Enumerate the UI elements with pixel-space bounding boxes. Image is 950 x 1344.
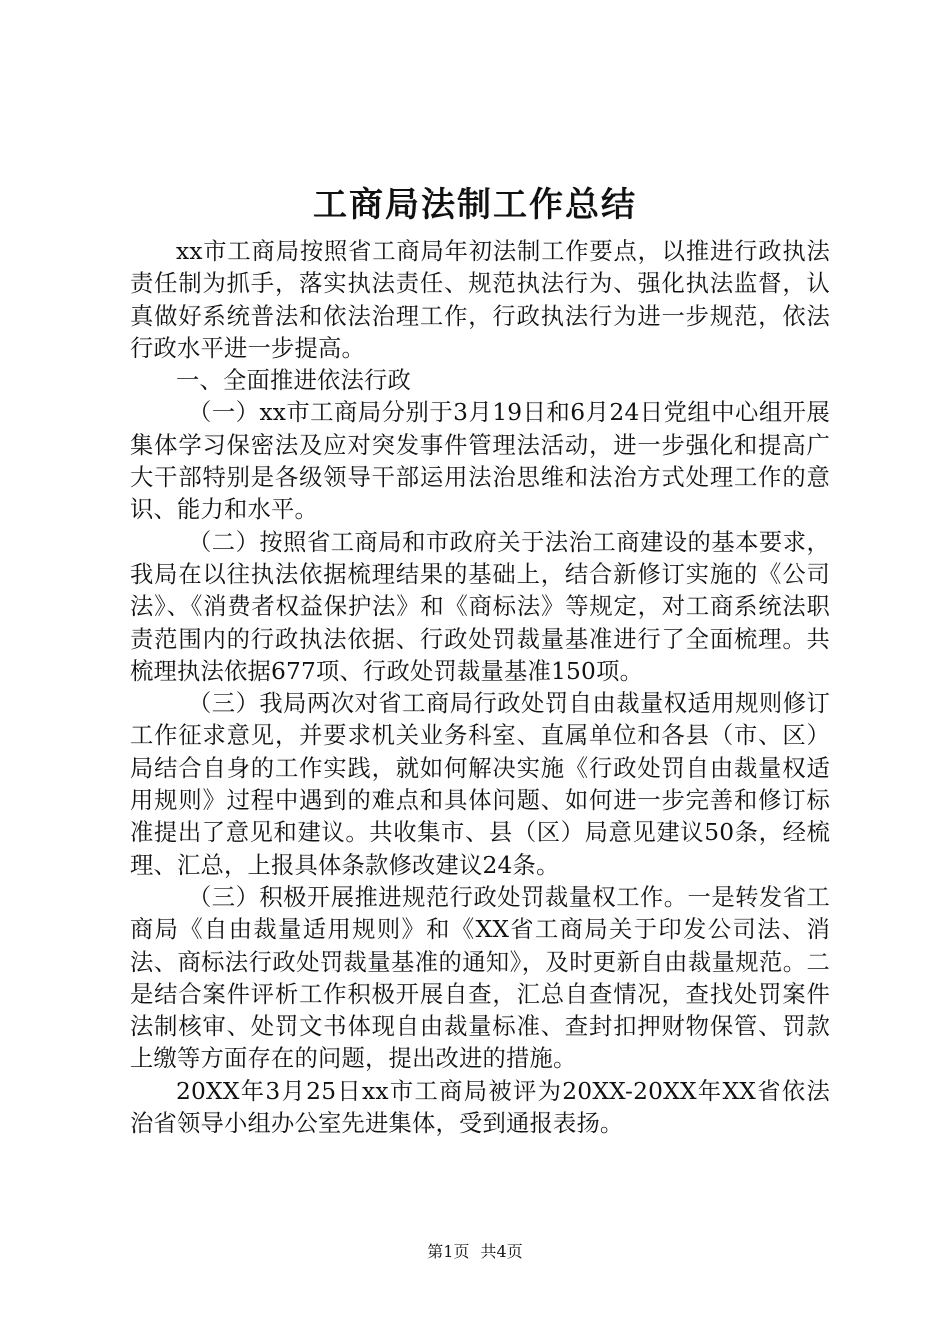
paragraph-item-4: （三）积极开展推进规范行政处罚裁量权工作。一是转发省工商局《自由裁量适用规则》和《XX省工商局关于印发公司法、消法、商标法行政处罚裁量基准的通知》，及时更新自由裁量规范。二是结合案件评析工作积极开展自查，汇总自查情况，查找处罚案件法制核审、处罚文书体现自由裁量标准、查封扣押财物保管、罚款上缴等方面存在的问题，提出改进的措施。 bbox=[130, 883, 830, 1073]
paragraph-intro: xx市工商局按照省工商局年初法制工作要点，以推进行政执法责任制为抓手，落实执法责任、规范执法行为、强化执法监督，认真做好系统普法和依法治理工作，行政执法行为进一步规范，依法行政水平进一步提高。 bbox=[130, 238, 830, 362]
paragraph-item-1: （一）xx市工商局分别于3月19日和6月24日党组中心组开展集体学习保密法及应对突发事件管理法活动，进一步强化和提高广大干部特别是各级领导干部运用法治思维和法治方式处理工作的意识、能力和水平。 bbox=[130, 399, 830, 524]
page-footer bbox=[0, 1241, 950, 1263]
document-body bbox=[130, 236, 830, 1140]
paragraph-award: 20XX年3月25日xx市工商局被评为20XX-20XX年XX省依法治省领导小组办公室先进集体，受到通报表扬。 bbox=[130, 1077, 830, 1138]
page-total: 共4页 bbox=[480, 1242, 523, 1261]
section-heading: 一、全面推进依法行政 bbox=[176, 367, 411, 395]
paragraph-item-3: （三）我局两次对省工商局行政处罚自由裁量权适用规则修订工作征求意见，并要求机关业务科室、直属单位和各县（市、区）局结合自身的工作实践，就如何解决实施《行政处罚自由裁量权适用规则》过程中遇到的难点和具体问题、如何进一步完善和修订标准提出了意见和建议。共收集市、县（区）局意见建议50条，经梳理、汇总，上报具体条款修改建议24条。 bbox=[130, 690, 830, 879]
paragraph-item-2: （二）按照省工商局和市政府关于法治工商建设的基本要求，我局在以往执法依据梳理结果的基础上，结合新修订实施的《公司法》、《消费者权益保护法》和《商标法》等规定，对工商系统法职责范围内的行政执法依据、行政处罚裁量基准进行了全面梳理。共梳理执法依据677项、行政处罚裁量基准150项。 bbox=[130, 528, 830, 685]
document-title: 工商局法制工作总结 bbox=[313, 185, 637, 225]
page-number: 第1页 bbox=[427, 1242, 470, 1261]
